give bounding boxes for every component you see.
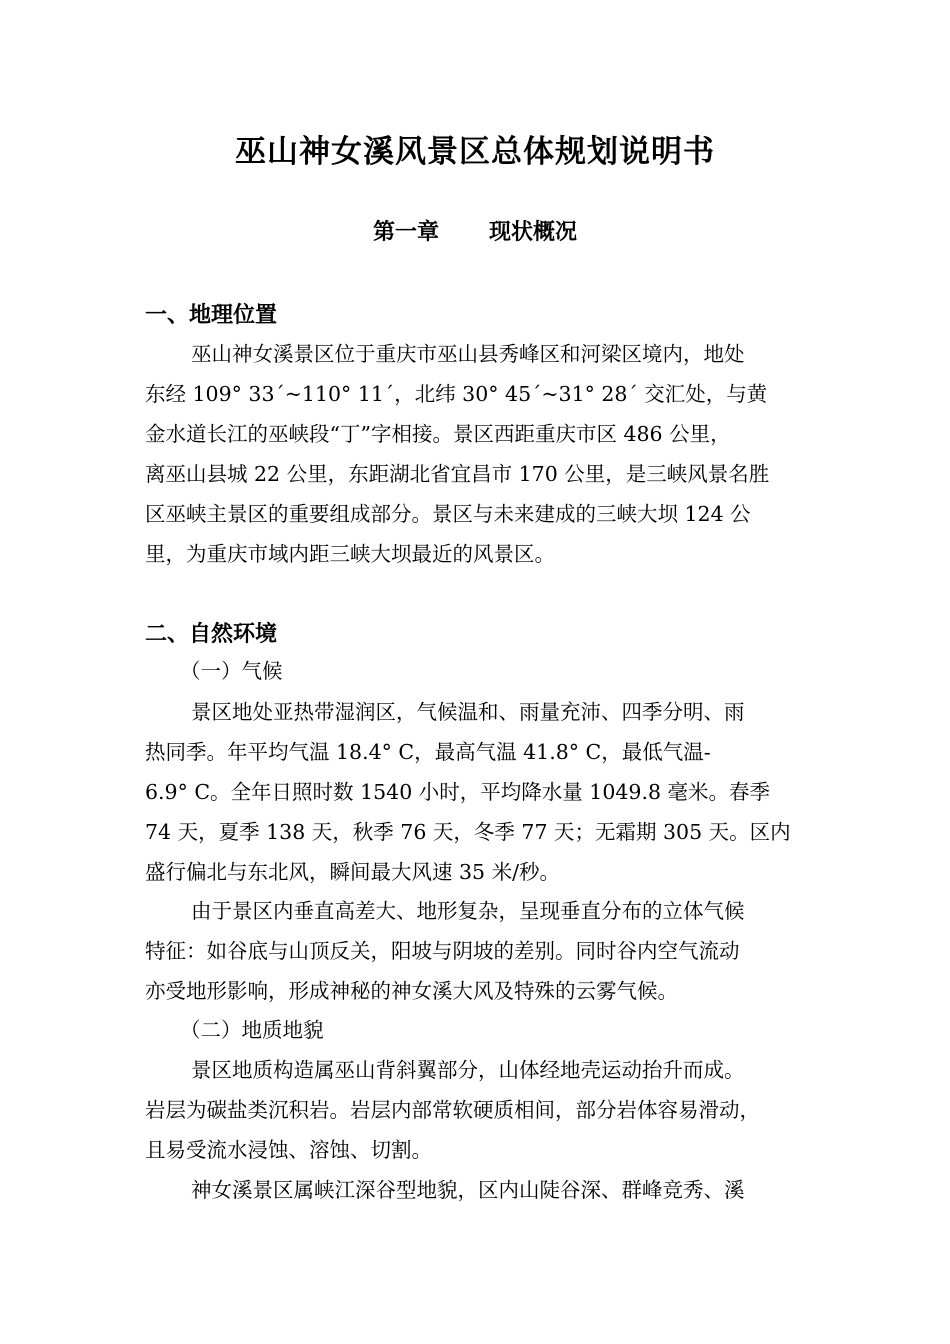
paragraph-line: 东经 109° 33´~110° 11´，北纬 30° 45´~31° 28´ 交汇处，与黄 (145, 382, 768, 406)
paragraph-line: 岩层为碳盐类沉积岩。岩层内部常软硬质相间，部分岩体容易滑动， (145, 1098, 760, 1122)
paragraph-line: 74 天，夏季 138 天，秋季 76 天，冬季 77 天；无霜期 305 天。区内 (145, 820, 791, 844)
paragraph-geology-2 (145, 1170, 815, 1210)
paragraph-location (145, 334, 815, 574)
chapter-name: 现状概况 (489, 220, 578, 245)
paragraph-line: 盛行偏北与东北风，瞬间最大风速 35 米/秒。 (145, 860, 561, 884)
paragraph-line: 巫山神女溪景区位于重庆市巫山县秀峰区和河梁区境内，地处 (191, 342, 745, 366)
paragraph-line: 特征：如谷底与山顶反关，阳坡与阴坡的差别。同时谷内空气流动 (145, 939, 740, 963)
paragraph-geology-1 (145, 1050, 815, 1170)
paragraph-climate-1 (145, 692, 815, 892)
subheading-geology: （二）地质地貌 (180, 1018, 324, 1042)
paragraph-line: 亦受地形影响，形成神秘的神女溪大风及特殊的云雾气候。 (145, 979, 678, 1003)
paragraph-line: 离巫山县城 22 公里，东距湖北省宜昌市 170 公里，是三峡风景名胜 (145, 462, 770, 486)
paragraph-line: 热同季。年平均气温 18.4° C，最高气温 41.8° C，最低气温- (145, 740, 711, 764)
paragraph-climate-2 (145, 891, 815, 1011)
paragraph-line: 且易受流水浸蚀、溶蚀、切割。 (145, 1138, 432, 1162)
paragraph-line: 神女溪景区属峡江深谷型地貌，区内山陡谷深、群峰竞秀、溪 (191, 1178, 745, 1202)
paragraph-line: 由于景区内垂直高差大、地形复杂，呈现垂直分布的立体气候 (191, 899, 745, 923)
chapter-number: 第一章 (372, 220, 439, 245)
subheading-climate: （一）气候 (180, 659, 283, 683)
section-heading-location: 一、地理位置 (145, 303, 278, 328)
section-heading-environment: 二、自然环境 (145, 622, 278, 647)
chapter-heading (0, 215, 950, 246)
paragraph-line: 6.9° C。全年日照时数 1540 小时，平均降水量 1049.8 毫米。春季 (145, 780, 771, 804)
paragraph-line: 金水道长江的巫峡段“丁”字相接。景区西距重庆市区 486 公里， (145, 422, 731, 446)
paragraph-line: 里，为重庆市域内距三峡大坝最近的风景区。 (145, 542, 555, 566)
paragraph-line: 景区地质构造属巫山背斜翼部分，山体经地壳运动抬升而成。 (191, 1058, 745, 1082)
document-title: 巫山神女溪风景区总体规划说明书 (235, 134, 715, 170)
paragraph-line: 区巫峡主景区的重要组成部分。景区与未来建成的三峡大坝 124 公 (145, 502, 751, 526)
paragraph-line: 景区地处亚热带湿润区，气候温和、雨量充沛、四季分明、雨 (191, 700, 745, 724)
